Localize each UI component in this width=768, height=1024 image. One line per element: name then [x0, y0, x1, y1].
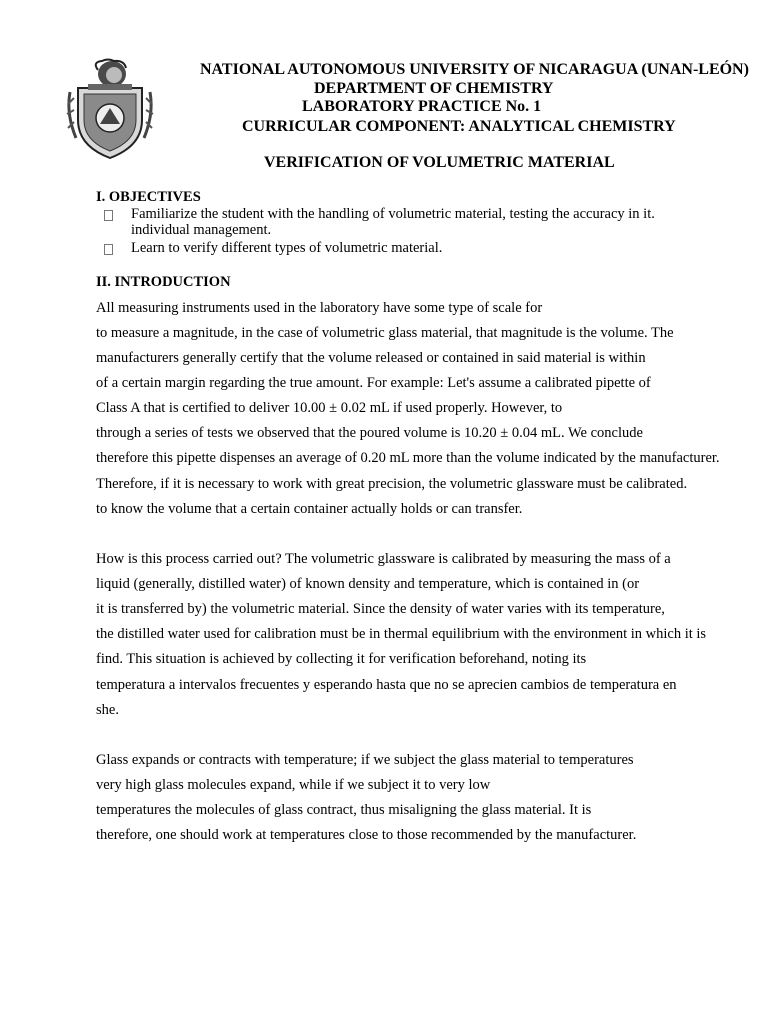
intro-line: to measure a magnitude, in the case of volumetric glass material, that magnitude is the volume. The — [96, 325, 674, 341]
intro-line: therefore, one should work at temperatures close to those recommended by the manufacturer. — [96, 827, 637, 843]
intro-line: through a series of tests we observed that the poured volume is 10.20 ± 0.04 mL. We conclude — [96, 425, 643, 441]
bullet-icon — [104, 244, 113, 255]
intro-line: to know the volume that a certain container actually holds or can transfer. — [96, 501, 523, 517]
intro-line: she. — [96, 702, 119, 718]
intro-line: temperatures the molecules of glass contract, thus misaligning the glass material. It is — [96, 802, 592, 818]
intro-line: Therefore, if it is necessary to work with great precision, the volumetric glassware must be calibrated. — [96, 476, 688, 492]
intro-line: Class A that is certified to deliver 10.00 ± 0.02 mL if used properly. However, to — [96, 400, 563, 416]
intro-line: temperatura a intervalos frecuentes y esperando hasta que no se aprecien cambios de temperatura en — [96, 677, 677, 693]
intro-line: Glass expands or contracts with temperature; if we subject the glass material to temperatures — [96, 752, 634, 768]
objectives-heading: I. OBJECTIVES — [96, 189, 201, 205]
intro-line: All measuring instruments used in the laboratory have some type of scale for — [96, 300, 543, 316]
intro-line: very high glass molecules expand, while if we subject it to very low — [96, 777, 491, 793]
objective-item: Familiarize the student with the handling of volumetric material, testing the accuracy in it. — [131, 206, 655, 222]
intro-line: of a certain margin regarding the true amount. For example: Let's assume a calibrated pipette of — [96, 375, 651, 391]
intro-line: find. This situation is achieved by collecting it for verification beforehand, noting its — [96, 651, 587, 667]
curricular-component: CURRICULAR COMPONENT: ANALYTICAL CHEMISTRY — [242, 118, 676, 135]
objective-item: Learn to verify different types of volumetric material. — [131, 240, 443, 256]
intro-line: therefore this pipette dispenses an average of 0.20 mL more than the volume indicated by the manufacturer. — [96, 450, 720, 466]
bullet-icon — [104, 210, 113, 221]
intro-line: manufacturers generally certify that the volume released or contained in said material is within — [96, 350, 646, 366]
university-name: NATIONAL AUTONOMOUS UNIVERSITY OF NICARAGUA (UNAN-LEÓN) — [200, 61, 749, 78]
department-name: DEPARTMENT OF CHEMISTRY — [314, 80, 554, 97]
introduction-heading: II. INTRODUCTION — [96, 274, 231, 290]
intro-line: it is transferred by) the volumetric material. Since the density of water varies with its temperature, — [96, 601, 665, 617]
objective-item-continuation: individual management. — [131, 222, 272, 238]
document-title: VERIFICATION OF VOLUMETRIC MATERIAL — [264, 154, 615, 171]
intro-line: liquid (generally, distilled water) of known density and temperature, which is contained in (or — [96, 576, 640, 592]
university-seal-logo — [64, 58, 156, 160]
intro-line: the distilled water used for calibration must be in thermal equilibrium with the environment in which it is — [96, 626, 707, 642]
practice-number: LABORATORY PRACTICE No. 1 — [302, 98, 542, 115]
intro-line: How is this process carried out? The volumetric glassware is calibrated by measuring the mass of a — [96, 551, 671, 567]
